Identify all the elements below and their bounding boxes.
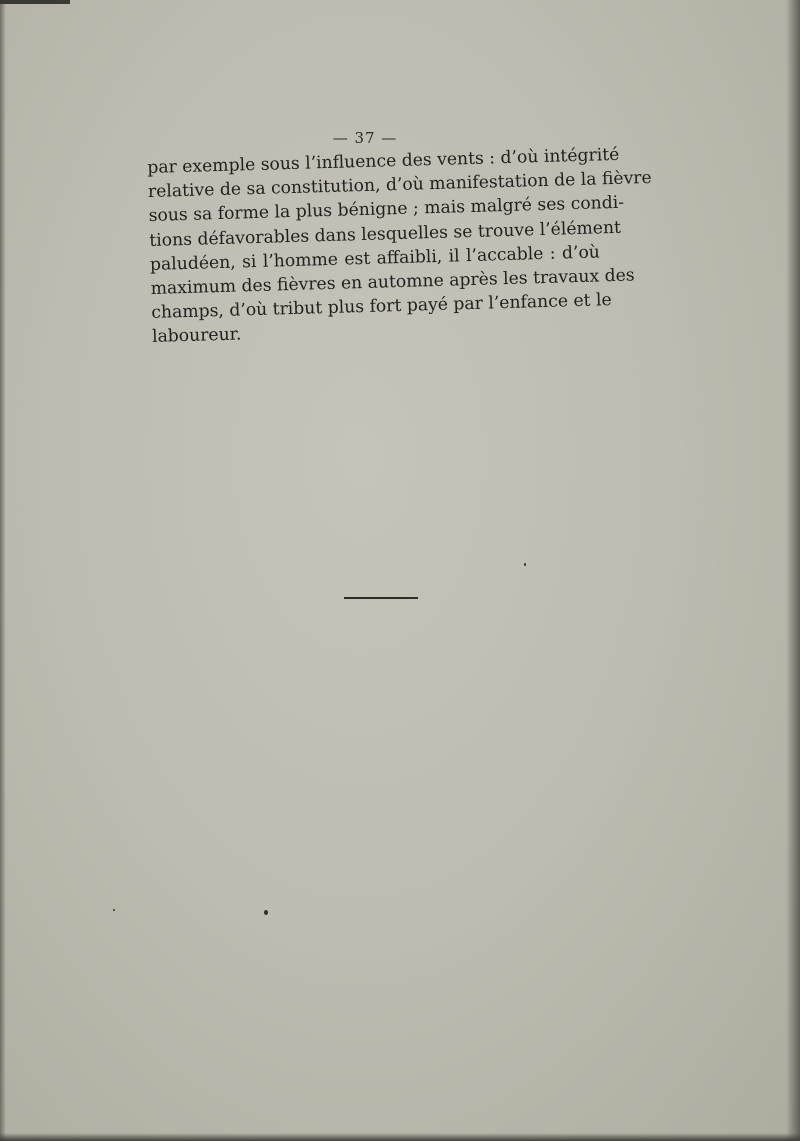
text-line: par exemple sous l’influence des vents : d’où intégrité [147,144,620,178]
scan-top-mark [0,0,70,4]
paper-speck [524,563,526,566]
body-paragraph [147,143,652,349]
page-bottom-edge [0,1133,800,1141]
page-number: — 37 — [332,129,398,147]
page-left-edge [0,0,6,1141]
show-through-text [160,370,620,950]
page-right-edge [786,0,800,1141]
section-rule [344,597,418,599]
text-line: paludéen, si l’homme est affaibli, il l’accable : d’où [149,242,601,275]
text-line: maximum des fièvres en automne après les travaux des [150,265,635,299]
text-line: tions défavorables dans lesquelles se trouve l’élément [149,217,622,251]
text-line: sous sa forme la plus bénigne ; mais malgré ses condi- [148,193,625,227]
paper-speck [113,909,115,911]
text-line: relative de sa constitution, d’où manifestation de la fièvre [147,168,652,203]
text-line: laboureur. [151,324,242,348]
paper-speck [264,910,268,915]
text-line: champs, d’où tribut plus fort payé par l’enfance et le [151,290,612,324]
